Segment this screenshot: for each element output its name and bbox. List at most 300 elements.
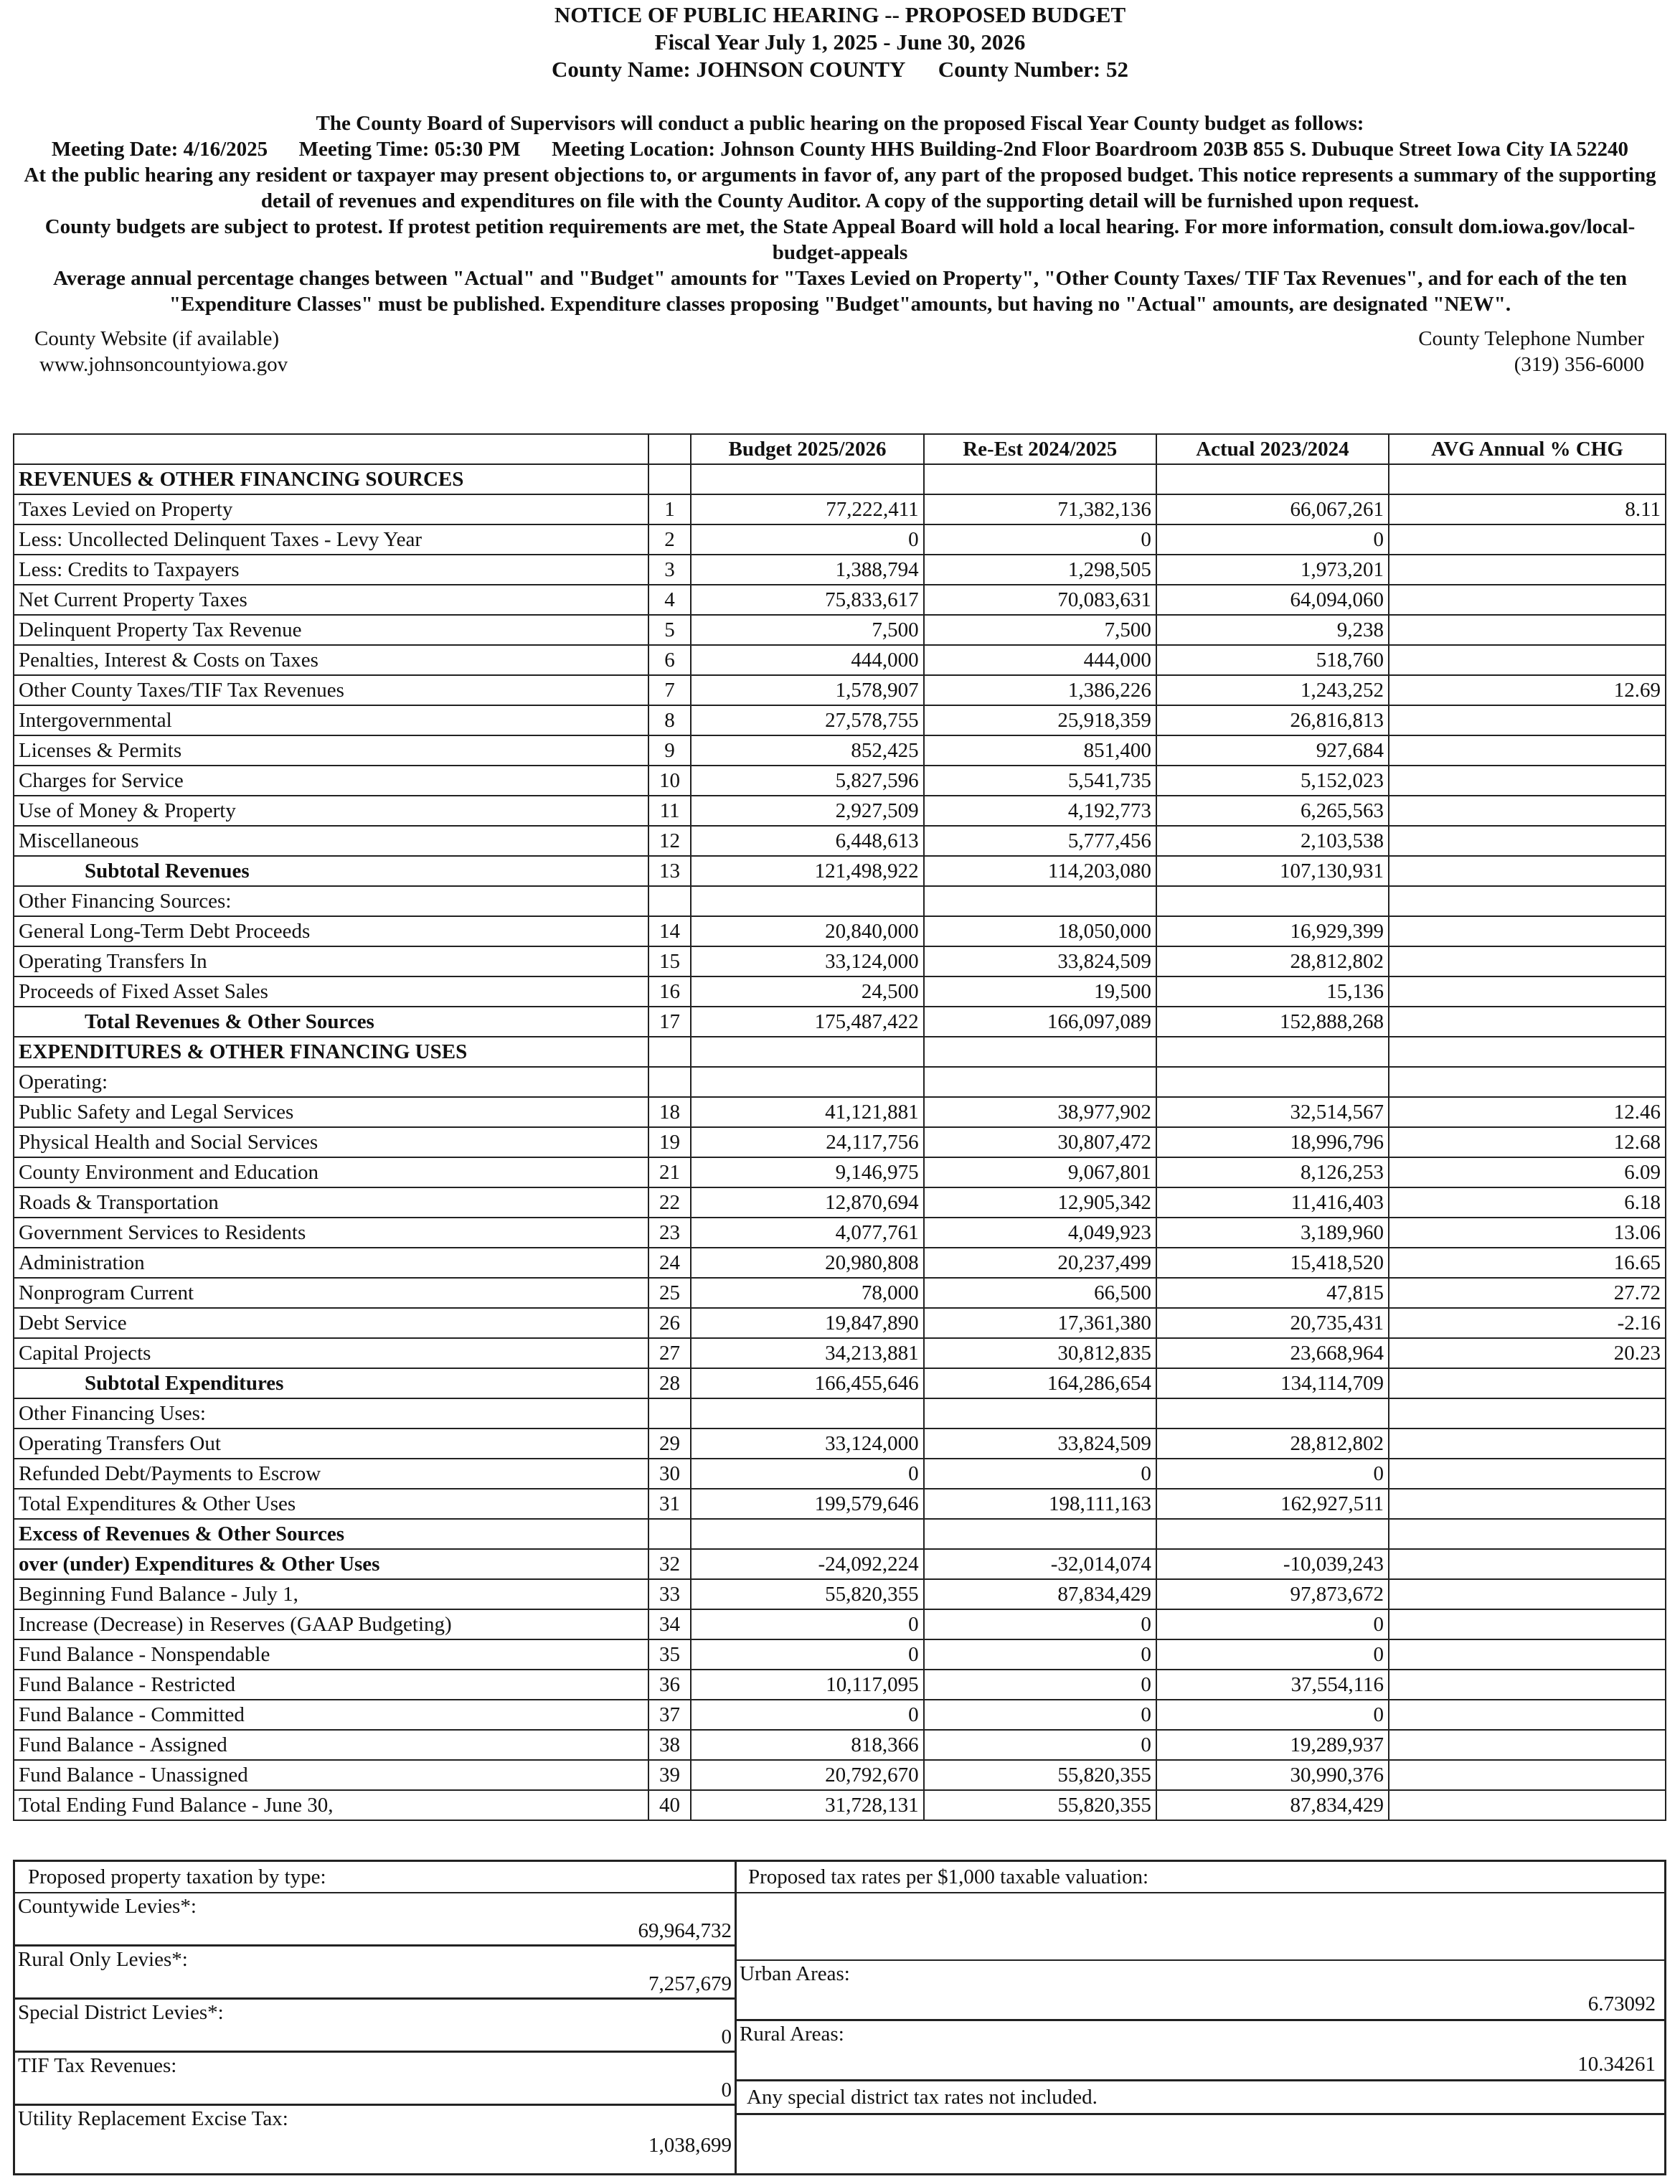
cell-line-number xyxy=(648,1519,692,1549)
cell-budget-2025-2026: 0 xyxy=(691,1700,923,1730)
cell-re-est-2024-2025 xyxy=(924,464,1156,494)
cell-line-number: 23 xyxy=(648,1218,692,1248)
cell-avg-annual-pct-chg: 27.72 xyxy=(1389,1278,1666,1308)
cell-actual-2023-2024: 15,136 xyxy=(1156,976,1389,1007)
cell-line-number: 3 xyxy=(648,555,692,585)
cell-line-number: 21 xyxy=(648,1157,692,1187)
cell-actual-2023-2024: 152,888,268 xyxy=(1156,1007,1389,1037)
levy-item xyxy=(15,1947,735,2000)
levy-value: 7,257,679 xyxy=(648,1972,732,1995)
table-row xyxy=(14,1278,1666,1308)
cell-label: Beginning Fund Balance - July 1, xyxy=(14,1579,648,1609)
cell-line-number: 31 xyxy=(648,1489,692,1519)
cell-re-est-2024-2025: 30,812,835 xyxy=(924,1338,1156,1368)
cell-re-est-2024-2025: 71,382,136 xyxy=(924,494,1156,524)
cell-avg-annual-pct-chg: 13.06 xyxy=(1389,1218,1666,1248)
cell-re-est-2024-2025 xyxy=(924,886,1156,916)
table-row xyxy=(14,585,1666,615)
levies-panel xyxy=(15,1862,737,2173)
cell-avg-annual-pct-chg xyxy=(1389,585,1666,615)
cell-actual-2023-2024: 30,990,376 xyxy=(1156,1760,1389,1790)
rural-rate-value: 10.34261 xyxy=(1577,2053,1656,2076)
cell-re-est-2024-2025: 114,203,080 xyxy=(924,856,1156,886)
phone-label: County Telephone Number xyxy=(1418,327,1644,350)
cell-actual-2023-2024: 134,114,709 xyxy=(1156,1368,1389,1398)
table-row xyxy=(14,464,1666,494)
table-row xyxy=(14,1670,1666,1700)
table-header-row xyxy=(14,434,1666,464)
cell-budget-2025-2026: 78,000 xyxy=(691,1278,923,1308)
cell-budget-2025-2026: 77,222,411 xyxy=(691,494,923,524)
cell-label: Intergovernmental xyxy=(14,705,648,735)
cell-avg-annual-pct-chg xyxy=(1389,1037,1666,1067)
cell-budget-2025-2026: 1,578,907 xyxy=(691,675,923,705)
rural-rate-label: Rural Areas: xyxy=(740,2023,844,2046)
cell-avg-annual-pct-chg xyxy=(1389,615,1666,645)
cell-budget-2025-2026: 0 xyxy=(691,524,923,555)
cell-line-number: 15 xyxy=(648,946,692,976)
cell-re-est-2024-2025: -32,014,074 xyxy=(924,1549,1156,1579)
cell-budget-2025-2026: 27,578,755 xyxy=(691,705,923,735)
levy-value: 0 xyxy=(721,2079,732,2101)
cell-label: Operating: xyxy=(14,1067,648,1097)
cell-line-number: 22 xyxy=(648,1187,692,1218)
cell-label: Licenses & Permits xyxy=(14,735,648,766)
cell-label: Total Ending Fund Balance - June 30, xyxy=(14,1790,648,1820)
cell-label: Other County Taxes/TIF Tax Revenues xyxy=(14,675,648,705)
cell-actual-2023-2024: 1,243,252 xyxy=(1156,675,1389,705)
cell-budget-2025-2026: 10,117,095 xyxy=(691,1670,923,1700)
cell-avg-annual-pct-chg xyxy=(1389,735,1666,766)
cell-actual-2023-2024: 162,927,511 xyxy=(1156,1489,1389,1519)
cell-re-est-2024-2025: 70,083,631 xyxy=(924,585,1156,615)
cell-actual-2023-2024 xyxy=(1156,1398,1389,1428)
cell-label: Administration xyxy=(14,1248,648,1278)
budget-table xyxy=(13,433,1666,1821)
cell-re-est-2024-2025: 17,361,380 xyxy=(924,1308,1156,1338)
cell-actual-2023-2024: 8,126,253 xyxy=(1156,1157,1389,1187)
cell-label: Roads & Transportation xyxy=(14,1187,648,1218)
cell-actual-2023-2024: 20,735,431 xyxy=(1156,1308,1389,1338)
table-row xyxy=(14,1459,1666,1489)
cell-re-est-2024-2025: 55,820,355 xyxy=(924,1790,1156,1820)
cell-actual-2023-2024: 16,929,399 xyxy=(1156,916,1389,946)
cell-avg-annual-pct-chg xyxy=(1389,555,1666,585)
cell-line-number xyxy=(648,886,692,916)
cell-line-number: 37 xyxy=(648,1700,692,1730)
cell-label: Subtotal Revenues xyxy=(14,856,648,886)
cell-label: Fund Balance - Assigned xyxy=(14,1730,648,1760)
urban-rate-value: 6.73092 xyxy=(1587,1992,1656,2015)
levy-value: 0 xyxy=(721,2025,732,2048)
table-row xyxy=(14,1790,1666,1820)
cell-avg-annual-pct-chg xyxy=(1389,1428,1666,1459)
cell-avg-annual-pct-chg xyxy=(1389,856,1666,886)
levy-name: Special District Levies*: xyxy=(18,2001,224,2024)
cell-line-number: 36 xyxy=(648,1670,692,1700)
cell-line-number: 30 xyxy=(648,1459,692,1489)
cell-re-est-2024-2025 xyxy=(924,1519,1156,1549)
cell-budget-2025-2026 xyxy=(691,1037,923,1067)
table-row xyxy=(14,886,1666,916)
cell-actual-2023-2024: 97,873,672 xyxy=(1156,1579,1389,1609)
cell-avg-annual-pct-chg: -2.16 xyxy=(1389,1308,1666,1338)
table-row xyxy=(14,1760,1666,1790)
cell-avg-annual-pct-chg xyxy=(1389,1368,1666,1398)
cell-budget-2025-2026: 20,980,808 xyxy=(691,1248,923,1278)
cell-budget-2025-2026: 5,827,596 xyxy=(691,766,923,796)
cell-re-est-2024-2025: 55,820,355 xyxy=(924,1760,1156,1790)
cell-label: General Long-Term Debt Proceeds xyxy=(14,916,648,946)
hearing-intro: The County Board of Supervisors will conduct a public hearing on the proposed Fiscal Year County budget as follows: xyxy=(316,112,1364,135)
cell-label: Other Financing Sources: xyxy=(14,886,648,916)
levy-item xyxy=(15,2000,735,2053)
cell-actual-2023-2024: 19,289,937 xyxy=(1156,1730,1389,1760)
cell-budget-2025-2026: 20,792,670 xyxy=(691,1760,923,1790)
cell-line-number: 34 xyxy=(648,1609,692,1639)
cell-avg-annual-pct-chg xyxy=(1389,1730,1666,1760)
table-row xyxy=(14,1368,1666,1398)
cell-budget-2025-2026: 31,728,131 xyxy=(691,1790,923,1820)
rates-spacer xyxy=(737,1893,1664,1961)
website-link[interactable]: www.johnsoncountyiowa.gov xyxy=(39,353,288,376)
cell-budget-2025-2026: 9,146,975 xyxy=(691,1157,923,1187)
cell-actual-2023-2024: 64,094,060 xyxy=(1156,585,1389,615)
cell-re-est-2024-2025: 1,298,505 xyxy=(924,555,1156,585)
cell-actual-2023-2024: 2,103,538 xyxy=(1156,826,1389,856)
cell-budget-2025-2026: 20,840,000 xyxy=(691,916,923,946)
cell-re-est-2024-2025: 1,386,226 xyxy=(924,675,1156,705)
cell-re-est-2024-2025: 198,111,163 xyxy=(924,1489,1156,1519)
cell-re-est-2024-2025: 0 xyxy=(924,1730,1156,1760)
cell-avg-annual-pct-chg xyxy=(1389,1549,1666,1579)
cell-actual-2023-2024: 518,760 xyxy=(1156,645,1389,675)
cell-label: County Environment and Education xyxy=(14,1157,648,1187)
cell-avg-annual-pct-chg xyxy=(1389,1760,1666,1790)
cell-label: EXPENDITURES & OTHER FINANCING USES xyxy=(14,1037,648,1067)
table-row xyxy=(14,946,1666,976)
table-row xyxy=(14,1428,1666,1459)
table-row xyxy=(14,1187,1666,1218)
cell-label: Fund Balance - Nonspendable xyxy=(14,1639,648,1670)
cell-re-est-2024-2025: 12,905,342 xyxy=(924,1187,1156,1218)
cell-avg-annual-pct-chg: 12.68 xyxy=(1389,1127,1666,1157)
cell-re-est-2024-2025: 4,049,923 xyxy=(924,1218,1156,1248)
table-row xyxy=(14,826,1666,856)
cell-avg-annual-pct-chg xyxy=(1389,886,1666,916)
cell-avg-annual-pct-chg xyxy=(1389,946,1666,976)
cell-budget-2025-2026: 818,366 xyxy=(691,1730,923,1760)
cell-label: Operating Transfers Out xyxy=(14,1428,648,1459)
cell-line-number: 10 xyxy=(648,766,692,796)
cell-avg-annual-pct-chg: 16.65 xyxy=(1389,1248,1666,1278)
cell-label: Operating Transfers In xyxy=(14,946,648,976)
cell-re-est-2024-2025: 4,192,773 xyxy=(924,796,1156,826)
cell-label: over (under) Expenditures & Other Uses xyxy=(14,1549,648,1579)
rural-rate xyxy=(737,2021,1664,2081)
cell-re-est-2024-2025: 851,400 xyxy=(924,735,1156,766)
cell-re-est-2024-2025: 66,500 xyxy=(924,1278,1156,1308)
cell-label: Penalties, Interest & Costs on Taxes xyxy=(14,645,648,675)
cell-line-number: 29 xyxy=(648,1428,692,1459)
table-row xyxy=(14,1338,1666,1368)
cell-actual-2023-2024: 0 xyxy=(1156,1459,1389,1489)
table-row xyxy=(14,555,1666,585)
column-header-line-number xyxy=(648,434,692,464)
cell-label: Government Services to Residents xyxy=(14,1218,648,1248)
table-row xyxy=(14,1007,1666,1037)
cell-actual-2023-2024: 26,816,813 xyxy=(1156,705,1389,735)
cell-label: Net Current Property Taxes xyxy=(14,585,648,615)
table-row xyxy=(14,916,1666,946)
cell-actual-2023-2024: 28,812,802 xyxy=(1156,1428,1389,1459)
urban-rate xyxy=(737,1961,1664,2021)
table-row xyxy=(14,766,1666,796)
table-row xyxy=(14,856,1666,886)
cell-avg-annual-pct-chg xyxy=(1389,976,1666,1007)
column-header-avg-annual-pct-chg: AVG Annual % CHG xyxy=(1389,434,1666,464)
cell-avg-annual-pct-chg: 12.46 xyxy=(1389,1097,1666,1127)
cell-line-number: 7 xyxy=(648,675,692,705)
cell-re-est-2024-2025: 166,097,089 xyxy=(924,1007,1156,1037)
cell-line-number: 33 xyxy=(648,1579,692,1609)
cell-line-number: 18 xyxy=(648,1097,692,1127)
cell-avg-annual-pct-chg xyxy=(1389,796,1666,826)
cell-label: Subtotal Expenditures xyxy=(14,1368,648,1398)
cell-line-number: 6 xyxy=(648,645,692,675)
cell-label: Refunded Debt/Payments to Escrow xyxy=(14,1459,648,1489)
levy-item xyxy=(15,2106,735,2159)
cell-actual-2023-2024: 6,265,563 xyxy=(1156,796,1389,826)
cell-avg-annual-pct-chg xyxy=(1389,1489,1666,1519)
cell-budget-2025-2026 xyxy=(691,1398,923,1428)
urban-rate-label: Urban Areas: xyxy=(740,1962,850,1985)
cell-budget-2025-2026: 444,000 xyxy=(691,645,923,675)
taxation-summary xyxy=(13,1860,1666,2175)
table-row xyxy=(14,1127,1666,1157)
cell-avg-annual-pct-chg: 12.69 xyxy=(1389,675,1666,705)
cell-budget-2025-2026: 34,213,881 xyxy=(691,1338,923,1368)
cell-line-number xyxy=(648,464,692,494)
cell-re-est-2024-2025: 38,977,902 xyxy=(924,1097,1156,1127)
cell-line-number: 4 xyxy=(648,585,692,615)
column-header-re-est-2024-2025: Re-Est 2024/2025 xyxy=(924,434,1156,464)
cell-budget-2025-2026: 24,117,756 xyxy=(691,1127,923,1157)
cell-budget-2025-2026: 852,425 xyxy=(691,735,923,766)
cell-budget-2025-2026: 75,833,617 xyxy=(691,585,923,615)
cell-re-est-2024-2025: 33,824,509 xyxy=(924,946,1156,976)
cell-avg-annual-pct-chg: 6.18 xyxy=(1389,1187,1666,1218)
cell-line-number: 1 xyxy=(648,494,692,524)
cell-line-number: 27 xyxy=(648,1338,692,1368)
cell-line-number: 2 xyxy=(648,524,692,555)
cell-avg-annual-pct-chg xyxy=(1389,645,1666,675)
cell-re-est-2024-2025: 7,500 xyxy=(924,615,1156,645)
cell-budget-2025-2026: 121,498,922 xyxy=(691,856,923,886)
levy-value: 69,964,732 xyxy=(638,1919,732,1942)
table-row xyxy=(14,1067,1666,1097)
cell-re-est-2024-2025: 0 xyxy=(924,1609,1156,1639)
cell-budget-2025-2026: 33,124,000 xyxy=(691,1428,923,1459)
cell-budget-2025-2026: 12,870,694 xyxy=(691,1187,923,1218)
cell-line-number: 26 xyxy=(648,1308,692,1338)
cell-line-number: 40 xyxy=(648,1790,692,1820)
cell-budget-2025-2026 xyxy=(691,464,923,494)
cell-label: Public Safety and Legal Services xyxy=(14,1097,648,1127)
cell-re-est-2024-2025: 0 xyxy=(924,1639,1156,1670)
phone-number: (319) 356-6000 xyxy=(1514,353,1644,376)
contact-info xyxy=(0,326,1680,377)
cell-line-number: 16 xyxy=(648,976,692,1007)
cell-actual-2023-2024 xyxy=(1156,886,1389,916)
cell-budget-2025-2026: 0 xyxy=(691,1459,923,1489)
special-district-note: Any special district tax rates not included. xyxy=(737,2081,1664,2115)
cell-re-est-2024-2025: 164,286,654 xyxy=(924,1368,1156,1398)
column-header-label xyxy=(14,434,648,464)
levy-item xyxy=(15,1893,735,1947)
cell-line-number: 32 xyxy=(648,1549,692,1579)
table-row xyxy=(14,1398,1666,1428)
cell-actual-2023-2024: 47,815 xyxy=(1156,1278,1389,1308)
cell-line-number xyxy=(648,1067,692,1097)
cell-line-number: 24 xyxy=(648,1248,692,1278)
table-row xyxy=(14,1579,1666,1609)
cell-budget-2025-2026: 0 xyxy=(691,1609,923,1639)
cell-line-number: 19 xyxy=(648,1127,692,1157)
cell-line-number: 28 xyxy=(648,1368,692,1398)
cell-avg-annual-pct-chg xyxy=(1389,1519,1666,1549)
cell-avg-annual-pct-chg xyxy=(1389,1007,1666,1037)
cell-budget-2025-2026: 33,124,000 xyxy=(691,946,923,976)
cell-avg-annual-pct-chg xyxy=(1389,1639,1666,1670)
table-row xyxy=(14,1549,1666,1579)
cell-label: Use of Money & Property xyxy=(14,796,648,826)
table-row xyxy=(14,1218,1666,1248)
cell-label: Delinquent Property Tax Revenue xyxy=(14,615,648,645)
cell-line-number: 25 xyxy=(648,1278,692,1308)
table-row xyxy=(14,1489,1666,1519)
table-row xyxy=(14,615,1666,645)
cell-avg-annual-pct-chg xyxy=(1389,826,1666,856)
cell-avg-annual-pct-chg xyxy=(1389,1670,1666,1700)
cell-actual-2023-2024: 927,684 xyxy=(1156,735,1389,766)
rates-title: Proposed tax rates per $1,000 taxable valuation: xyxy=(737,1862,1664,1893)
cell-budget-2025-2026: 7,500 xyxy=(691,615,923,645)
cell-label: Physical Health and Social Services xyxy=(14,1127,648,1157)
cell-label: Other Financing Uses: xyxy=(14,1398,648,1428)
cell-re-est-2024-2025: 0 xyxy=(924,1670,1156,1700)
table-row xyxy=(14,1609,1666,1639)
rates-panel xyxy=(737,1862,1664,2173)
table-row xyxy=(14,1037,1666,1067)
cell-avg-annual-pct-chg xyxy=(1389,1609,1666,1639)
cell-avg-annual-pct-chg xyxy=(1389,1459,1666,1489)
notice-title: NOTICE OF PUBLIC HEARING -- PROPOSED BUDGET xyxy=(554,2,1126,27)
cell-budget-2025-2026: 0 xyxy=(691,1639,923,1670)
cell-line-number: 9 xyxy=(648,735,692,766)
objection-paragraph: At the public hearing any resident or taxpayer may present objections to, or arguments in favor of, any part of the proposed budget. This notice represents a summary of the supporting detail of revenues and expenditures on file with the County Auditor. A copy of the supporting detail will be furnished upon request. xyxy=(24,164,1656,212)
cell-actual-2023-2024: 32,514,567 xyxy=(1156,1097,1389,1127)
cell-actual-2023-2024 xyxy=(1156,1519,1389,1549)
cell-budget-2025-2026: 175,487,422 xyxy=(691,1007,923,1037)
cell-budget-2025-2026 xyxy=(691,1067,923,1097)
cell-re-est-2024-2025: 0 xyxy=(924,524,1156,555)
cell-actual-2023-2024: 1,973,201 xyxy=(1156,555,1389,585)
column-header-budget-2025-2026: Budget 2025/2026 xyxy=(691,434,923,464)
cell-avg-annual-pct-chg xyxy=(1389,1700,1666,1730)
cell-re-est-2024-2025: 0 xyxy=(924,1459,1156,1489)
cell-actual-2023-2024: 3,189,960 xyxy=(1156,1218,1389,1248)
table-row xyxy=(14,524,1666,555)
cell-line-number: 8 xyxy=(648,705,692,735)
cell-actual-2023-2024: 87,834,429 xyxy=(1156,1790,1389,1820)
levies-title: Proposed property taxation by type: xyxy=(15,1862,735,1893)
cell-label: Total Expenditures & Other Uses xyxy=(14,1489,648,1519)
cell-avg-annual-pct-chg xyxy=(1389,766,1666,796)
cell-actual-2023-2024: 66,067,261 xyxy=(1156,494,1389,524)
cell-label: Less: Uncollected Delinquent Taxes - Levy Year xyxy=(14,524,648,555)
cell-label: Less: Credits to Taxpayers xyxy=(14,555,648,585)
cell-budget-2025-2026: 19,847,890 xyxy=(691,1308,923,1338)
cell-line-number: 5 xyxy=(648,615,692,645)
protest-paragraph: County budgets are subject to protest. If protest petition requirements are met, the State Appeal Board will hold a local hearing. For more information, consult dom.iowa.gov/local-budget-appeals xyxy=(44,215,1636,264)
cell-avg-annual-pct-chg xyxy=(1389,916,1666,946)
cell-re-est-2024-2025: 9,067,801 xyxy=(924,1157,1156,1187)
cell-label: Capital Projects xyxy=(14,1338,648,1368)
table-row xyxy=(14,1157,1666,1187)
cell-label: Taxes Levied on Property xyxy=(14,494,648,524)
table-row xyxy=(14,1730,1666,1760)
cell-actual-2023-2024: 23,668,964 xyxy=(1156,1338,1389,1368)
website-label: County Website (if available) xyxy=(34,327,280,350)
cell-actual-2023-2024 xyxy=(1156,1067,1389,1097)
cell-line-number: 14 xyxy=(648,916,692,946)
cell-budget-2025-2026: 199,579,646 xyxy=(691,1489,923,1519)
levy-name: Countywide Levies*: xyxy=(18,1895,197,1918)
cell-re-est-2024-2025: 19,500 xyxy=(924,976,1156,1007)
cell-line-number: 13 xyxy=(648,856,692,886)
cell-line-number: 39 xyxy=(648,1760,692,1790)
table-row xyxy=(14,1308,1666,1338)
cell-avg-annual-pct-chg: 20.23 xyxy=(1389,1338,1666,1368)
cell-re-est-2024-2025: 33,824,509 xyxy=(924,1428,1156,1459)
cell-avg-annual-pct-chg: 8.11 xyxy=(1389,494,1666,524)
table-row xyxy=(14,1700,1666,1730)
levy-item xyxy=(15,2053,735,2106)
table-row xyxy=(14,705,1666,735)
cell-re-est-2024-2025: 0 xyxy=(924,1700,1156,1730)
cell-actual-2023-2024 xyxy=(1156,1037,1389,1067)
cell-budget-2025-2026: 2,927,509 xyxy=(691,796,923,826)
cell-re-est-2024-2025: 30,807,472 xyxy=(924,1127,1156,1157)
cell-budget-2025-2026: 6,448,613 xyxy=(691,826,923,856)
cell-line-number: 11 xyxy=(648,796,692,826)
cell-label: REVENUES & OTHER FINANCING SOURCES xyxy=(14,464,648,494)
cell-line-number: 35 xyxy=(648,1639,692,1670)
table-row xyxy=(14,675,1666,705)
cell-budget-2025-2026: 55,820,355 xyxy=(691,1579,923,1609)
cell-actual-2023-2024: 0 xyxy=(1156,1700,1389,1730)
levy-name: Utility Replacement Excise Tax: xyxy=(18,2107,288,2130)
cell-line-number xyxy=(648,1037,692,1067)
cell-label: Miscellaneous xyxy=(14,826,648,856)
cell-label: Fund Balance - Restricted xyxy=(14,1670,648,1700)
cell-actual-2023-2024: 9,238 xyxy=(1156,615,1389,645)
levy-name: Rural Only Levies*: xyxy=(18,1948,188,1971)
table-row xyxy=(14,735,1666,766)
cell-actual-2023-2024: 0 xyxy=(1156,1609,1389,1639)
levy-value: 1,038,699 xyxy=(648,2134,732,2157)
